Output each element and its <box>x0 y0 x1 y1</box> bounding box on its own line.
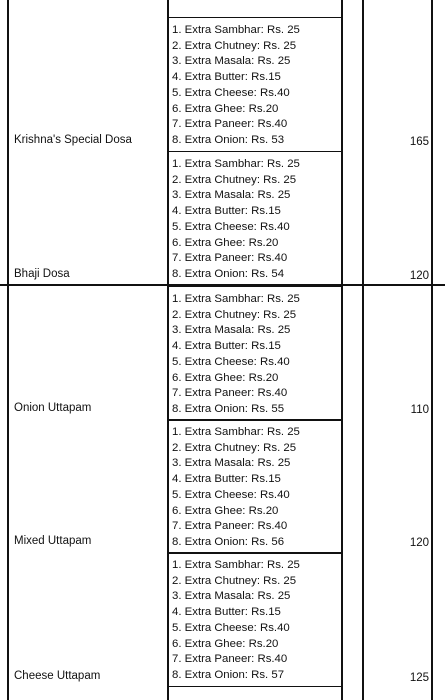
option-line: 3. Extra Masala: Rs. 25 <box>172 590 291 603</box>
item-price: 125 <box>409 672 429 684</box>
option-line: 3. Extra Masala: Rs. 25 <box>172 457 291 470</box>
option-line: 6. Extra Ghee: Rs.20 <box>172 504 279 517</box>
option-line: 7. Extra Paneer: Rs.40 <box>172 520 288 533</box>
option-line: 1. Extra Sambhar: Rs. 25 <box>172 559 300 571</box>
item-name: Cheese Uttapam <box>14 670 101 682</box>
option-line: 7. Extra Paneer: Rs.40 <box>172 387 288 400</box>
item-price: 110 <box>410 404 429 416</box>
item-price: 120 <box>409 270 429 282</box>
option-line: 2. Extra Chutney: Rs. 25 <box>172 574 297 587</box>
option-line: 6. Extra Ghee: Rs.20 <box>172 637 279 650</box>
option-line: 5. Extra Cheese: Rs.40 <box>172 86 290 99</box>
options-box <box>167 17 342 152</box>
option-line: 8. Extra Onion: Rs. 55 <box>172 402 285 415</box>
option-line: 5. Extra Cheese: Rs.40 <box>172 488 290 501</box>
options-box <box>167 286 342 421</box>
option-line: 8. Extra Onion: Rs. 57 <box>172 668 285 681</box>
option-line: 4. Extra Butter: Rs.15 <box>172 473 281 486</box>
item-name: Mixed Uttapam <box>14 535 92 547</box>
price-column-left-border <box>362 0 364 700</box>
option-line: 8. Extra Onion: Rs. 56 <box>172 535 285 548</box>
item-name: Onion Uttapam <box>14 402 92 414</box>
option-line: 1. Extra Sambhar: Rs. 25 <box>172 24 300 36</box>
option-line: 8. Extra Onion: Rs. 53 <box>172 133 285 146</box>
option-line: 1. Extra Sambhar: Rs. 25 <box>172 158 300 170</box>
option-line: 6. Extra Ghee: Rs.20 <box>172 102 279 115</box>
right-border <box>431 0 433 700</box>
item-price: 120 <box>409 537 429 549</box>
option-line: 3. Extra Masala: Rs. 25 <box>172 324 291 337</box>
option-line: 7. Extra Paneer: Rs.40 <box>172 653 288 666</box>
options-box <box>167 419 342 554</box>
option-line: 7. Extra Paneer: Rs.40 <box>172 252 288 265</box>
left-border <box>7 0 9 700</box>
option-line: 1. Extra Sambhar: Rs. 25 <box>172 426 300 438</box>
options-box <box>167 552 342 687</box>
option-line: 2. Extra Chutney: Rs. 25 <box>172 441 297 454</box>
option-line: 4. Extra Butter: Rs.15 <box>172 205 281 218</box>
option-line: 5. Extra Cheese: Rs.40 <box>172 220 290 233</box>
item-name: Krishna's Special Dosa <box>14 134 132 146</box>
option-line: 2. Extra Chutney: Rs. 25 <box>172 308 297 321</box>
item-name: Bhaji Dosa <box>14 268 70 280</box>
options-box <box>167 151 342 286</box>
option-line: 1. Extra Sambhar: Rs. 25 <box>172 293 300 305</box>
option-line: 5. Extra Cheese: Rs.40 <box>172 355 290 368</box>
option-line: 4. Extra Butter: Rs.15 <box>172 71 281 84</box>
item-price: 165 <box>409 136 429 148</box>
option-line: 4. Extra Butter: Rs.15 <box>172 340 281 353</box>
option-line: 3. Extra Masala: Rs. 25 <box>172 189 291 202</box>
option-line: 2. Extra Chutney: Rs. 25 <box>172 173 297 186</box>
option-line: 6. Extra Ghee: Rs.20 <box>172 236 279 249</box>
option-line: 4. Extra Butter: Rs.15 <box>172 606 281 619</box>
option-line: 7. Extra Paneer: Rs.40 <box>172 118 288 131</box>
option-line: 2. Extra Chutney: Rs. 25 <box>172 39 297 52</box>
option-line: 3. Extra Masala: Rs. 25 <box>172 55 291 68</box>
option-line: 8. Extra Onion: Rs. 54 <box>172 267 285 280</box>
option-line: 6. Extra Ghee: Rs.20 <box>172 371 279 384</box>
option-line: 5. Extra Cheese: Rs.40 <box>172 621 290 634</box>
